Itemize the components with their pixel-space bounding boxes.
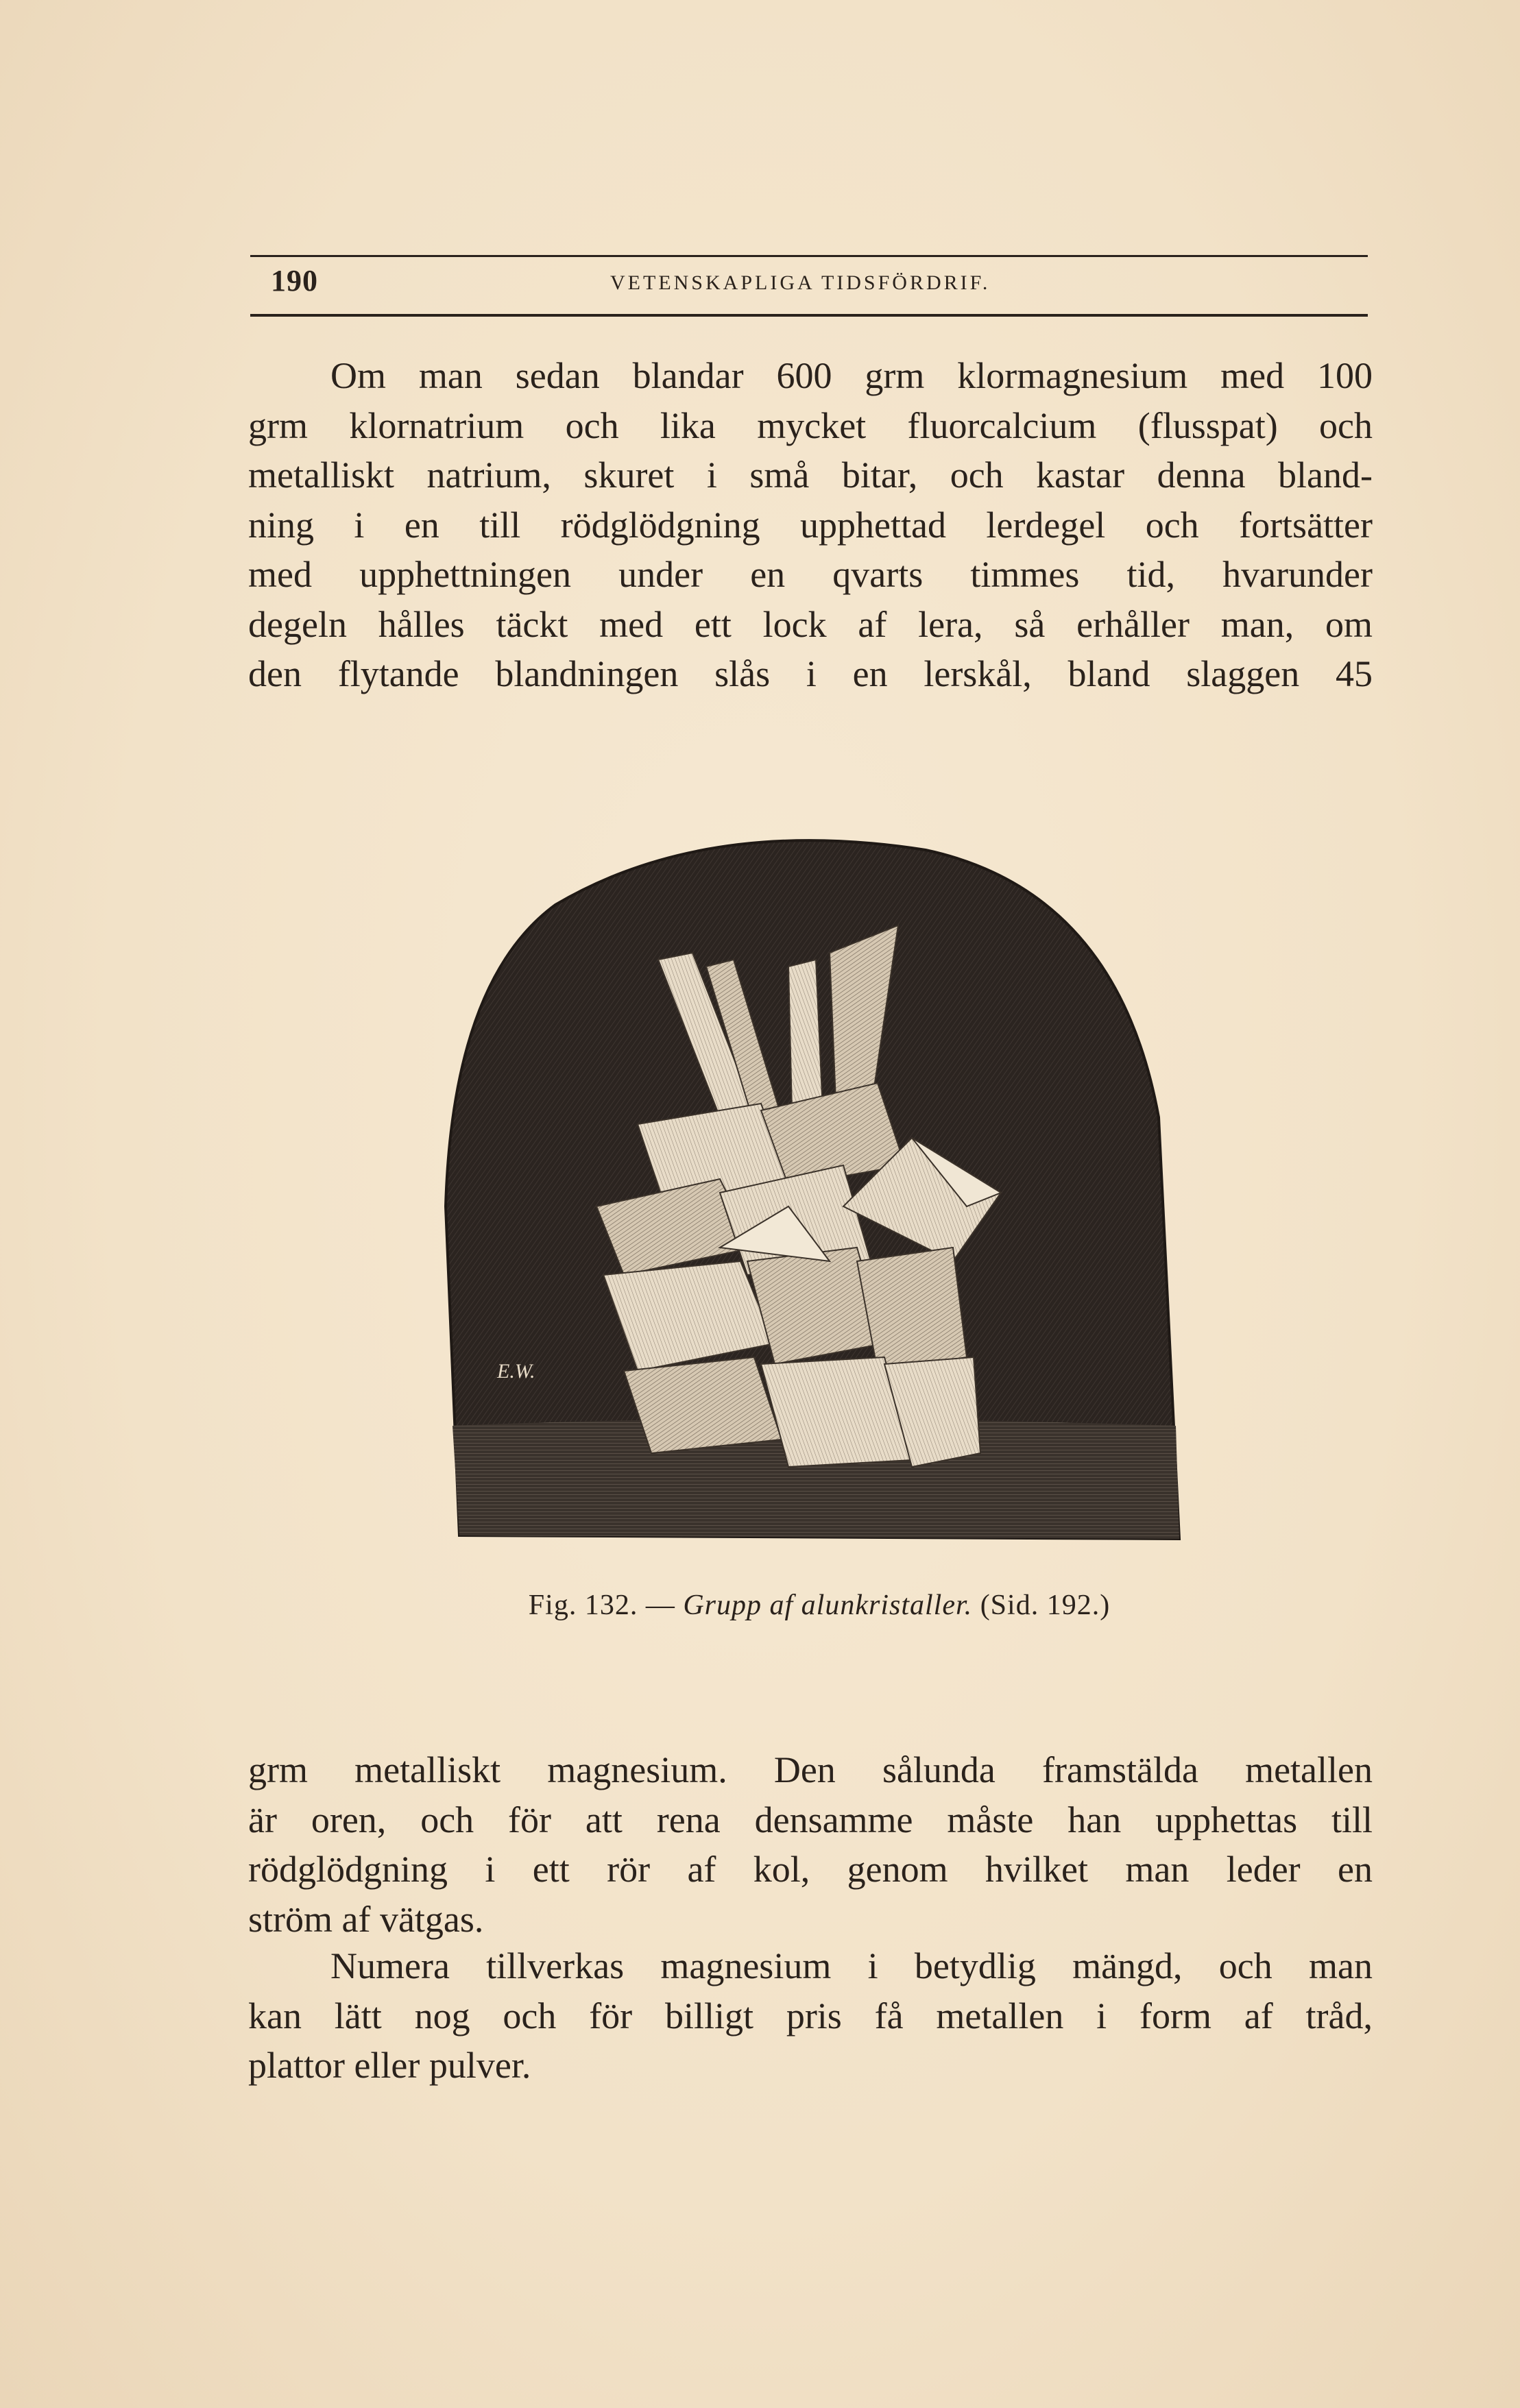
text-line: rödglödgning i ett rör af kol, genom hvilket man leder en [248, 1849, 1373, 1890]
header-rule-top [250, 255, 1368, 257]
running-head: VETENSKAPLIGA TIDSFÖRDRIF. [610, 271, 991, 294]
figure-caption [439, 1589, 1200, 1622]
caption-prefix: Fig. 132. — [528, 1590, 684, 1621]
text-line: Om man sedan blandar 600 grm klormagnesium med 100 [330, 355, 1373, 396]
paragraph-2 [248, 1745, 1373, 1944]
caption-suffix: (Sid. 192.) [972, 1590, 1111, 1621]
caption-title: Grupp af alunkristaller. [683, 1590, 973, 1621]
text-line: plattor eller pulver. [248, 2045, 531, 2086]
text-line: kan lätt nog och för billigt pris få metallen i form af tråd, [248, 1995, 1373, 2036]
text-line: metalliskt natrium, skuret i små bitar, och kastar denna bland- [248, 454, 1373, 496]
text-line: med upphettningen under en qvarts timmes tid, hvarunder [248, 554, 1373, 595]
text-line: Numera tillverkas magnesium i betydlig mängd, och man [330, 1945, 1373, 1986]
text-line: degeln hålles täckt med ett lock af lera, så erhåller man, om [248, 603, 1373, 645]
text-line: grm klornatrium och lika mycket fluorcalcium (flusspat) och [248, 404, 1373, 446]
text-line: ning i en till rödglödgning upphettad lerdegel och fortsätter [248, 504, 1373, 546]
paragraph-3 [248, 1941, 1373, 2091]
text-line: är oren, och för att rena densamme måste han upphettas till [248, 1799, 1373, 1840]
page-number: 190 [271, 264, 318, 297]
text-line: ström af vätgas. [248, 1898, 484, 1940]
header-rule-bottom [250, 314, 1368, 317]
text-line: den flytande blandningen slås i en lerskål, bland slaggen 45 [248, 653, 1373, 694]
alum-crystal-engraving [432, 823, 1193, 1549]
engraver-signature: E.W. [497, 1360, 535, 1383]
paragraph-1 [248, 351, 1373, 699]
text-line: grm metalliskt magnesium. Den sålunda framstälda metallen [248, 1749, 1373, 1790]
